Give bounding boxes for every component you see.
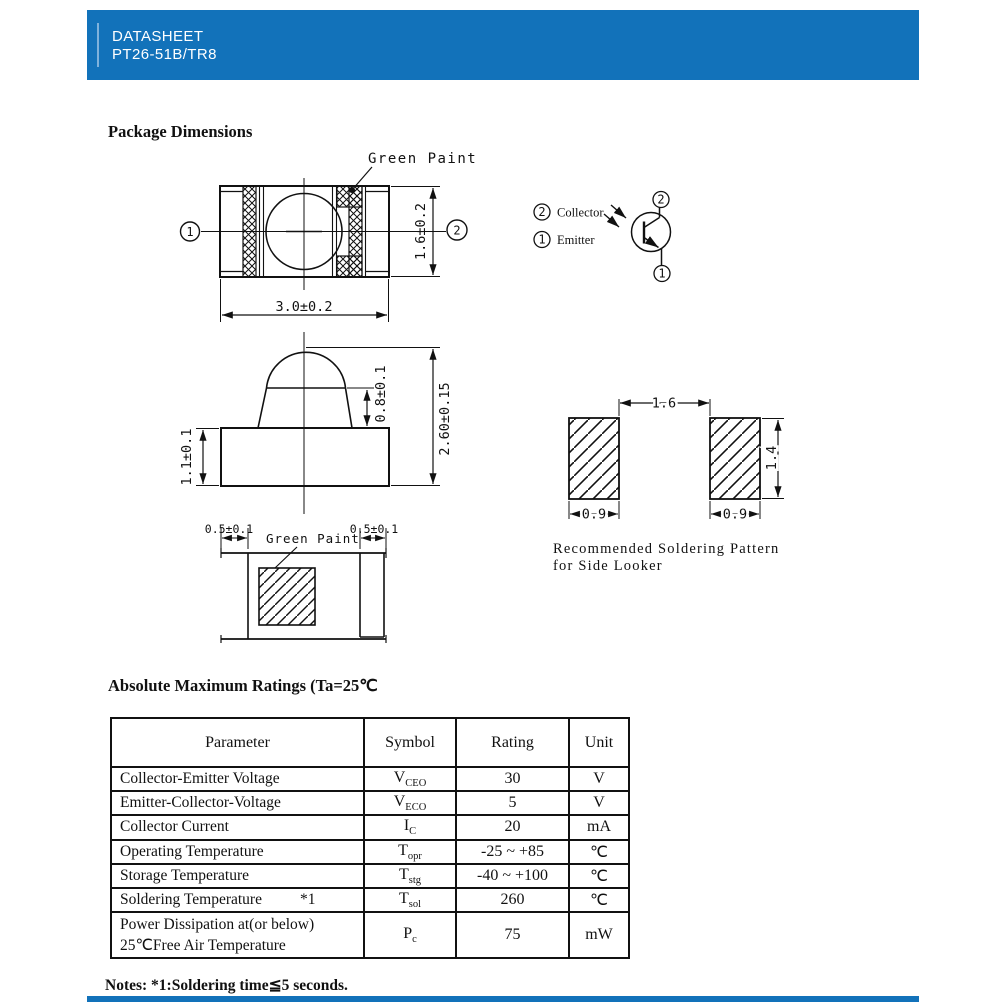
parameter-cell: Storage Temperature [111, 864, 364, 888]
top-view-width-dim: 3.0±0.2 [275, 299, 333, 315]
solder-caption-line1: Recommended Soldering Pattern [553, 541, 780, 557]
side-view-body-dim: 1.1±0.1 [179, 428, 195, 486]
solder-right-pad-dim: 0.9 [722, 506, 748, 523]
legend-pin2-number: 2 [538, 205, 546, 219]
top-view-pin2-label: 2 [453, 223, 461, 238]
light-arrow [611, 205, 626, 218]
solder-pad-right [710, 418, 760, 499]
side-view-total-dim: 2.60±0.15 [437, 382, 453, 456]
symbol-cell: $V_{ECO}$ [364, 791, 456, 815]
solder-pattern-drawing [569, 399, 784, 519]
unit-cell: V [569, 791, 629, 815]
parameter-cell: Power Dissipation at(or below) 25℃Free Air Temperature [111, 912, 364, 958]
solder-left-pad-dim: 0.9 [581, 506, 607, 523]
light-arrow [604, 214, 619, 227]
top-view-green-paint-label: Green Paint [368, 151, 478, 167]
unit-cell: mW [569, 912, 629, 958]
ratings-table-body [111, 767, 629, 958]
symbol-cell: $T_{opr}$ [364, 840, 456, 864]
symbol-cell: $P_c$ [364, 912, 456, 958]
emitter-label: Emitter [557, 233, 595, 247]
column-header: Unit [569, 718, 629, 767]
column-header: Rating [456, 718, 569, 767]
notes-line: Notes: *1:Soldering time≦5 seconds. [105, 977, 348, 994]
package-dimensions-heading: Package Dimensions [108, 122, 253, 141]
rating-cell: 5 [456, 791, 569, 815]
footer-banner [87, 996, 919, 1002]
side-view-drawing [196, 332, 440, 514]
parameter-cell: Collector Current [111, 815, 364, 839]
column-header: Parameter [111, 718, 364, 767]
unit-cell: ℃ [569, 840, 629, 864]
symbol-cell: $T_{sol}$ [364, 888, 456, 912]
parameter-cell: Collector-Emitter Voltage [111, 767, 364, 791]
table-row [111, 912, 629, 958]
solder-height-dim: 1.4 [764, 445, 780, 471]
rating-cell: 30 [456, 767, 569, 791]
absolute-max-ratings-heading: Absolute Maximum Ratings (Ta=25℃ [108, 676, 378, 695]
table-row [111, 864, 629, 888]
solder-pad-left [569, 418, 619, 499]
table-header-row [111, 718, 629, 767]
bottom-view-left-dim: 0.5±0.1 [204, 522, 254, 536]
rating-cell: 20 [456, 815, 569, 839]
table-row [111, 791, 629, 815]
parameter-cell: Emitter-Collector-Voltage [111, 791, 364, 815]
top-view-pin1-label: 1 [186, 225, 194, 239]
table-row [111, 888, 629, 912]
solder-gap-dim: 1.6 [651, 395, 677, 412]
green-paint-area [259, 568, 315, 625]
rating-cell: 75 [456, 912, 569, 958]
footnote-marker: *1 [299, 891, 316, 909]
phototransistor-circle [632, 213, 671, 252]
parameter-cell: Soldering Temperature *1 [111, 888, 364, 912]
part-number: PT26-51B/TR8 [112, 46, 217, 63]
datasheet-title: DATASHEET [112, 28, 204, 45]
rating-cell: -25 ~ +85 [456, 840, 569, 864]
rating-cell: 260 [456, 888, 569, 912]
ratings-table [110, 717, 630, 959]
solder-caption-line2: for Side Looker [553, 558, 663, 574]
collector-label: Collector [557, 205, 604, 220]
table-row [111, 840, 629, 864]
symbol-cell: $V_{CEO}$ [364, 767, 456, 791]
top-view-height-dim: 1.6±0.2 [413, 203, 429, 260]
parameter-cell: Operating Temperature [111, 840, 364, 864]
side-view-lens-dim: 0.8±0.1 [373, 365, 389, 423]
bottom-view-green-paint-label: Green Paint [266, 531, 360, 546]
bottom-view-right-dim: 0.5±0.1 [349, 522, 399, 536]
schematic-pin1-label: 1 [658, 266, 666, 281]
unit-cell: ℃ [569, 888, 629, 912]
legend-pin1-number: 1 [538, 232, 546, 247]
symbol-cell: $I_C$ [364, 815, 456, 839]
table-row [111, 767, 629, 791]
unit-cell: ℃ [569, 864, 629, 888]
unit-cell: V [569, 767, 629, 791]
table-row [111, 815, 629, 839]
symbol-cell: $T_{stg}$ [364, 864, 456, 888]
column-header: Symbol [364, 718, 456, 767]
unit-cell: mA [569, 815, 629, 839]
rating-cell: -40 ~ +100 [456, 864, 569, 888]
schematic-pin2-label: 2 [657, 192, 665, 207]
